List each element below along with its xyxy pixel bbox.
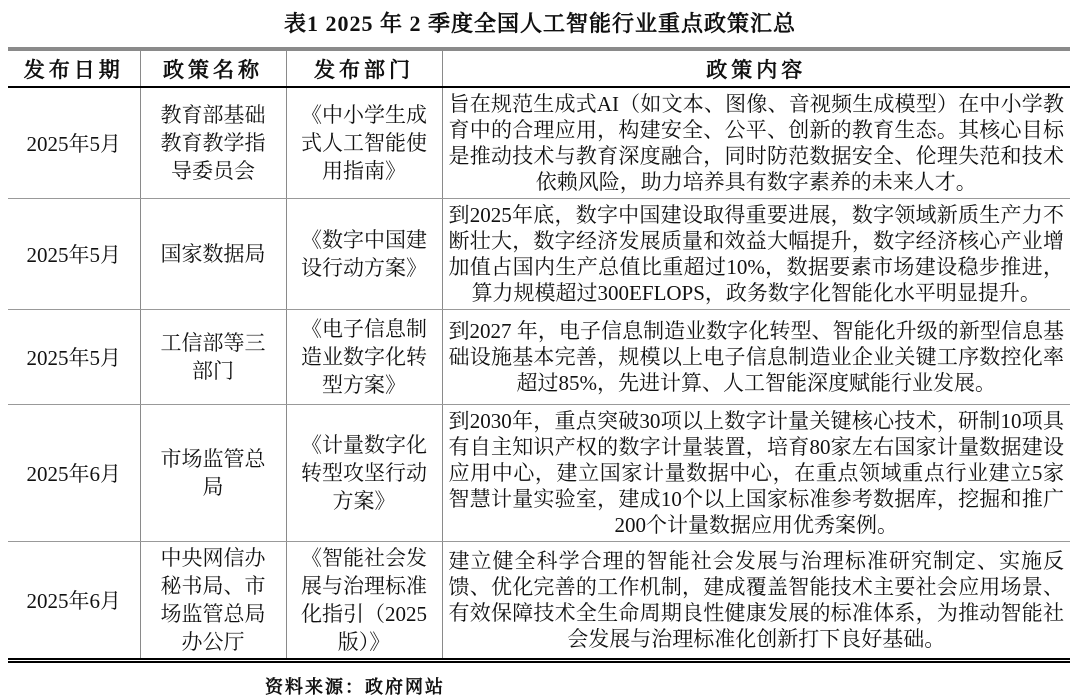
cell-issuing-dept: 《电子信息制造业数字化转型方案》: [286, 310, 442, 405]
cell-issuing-dept: 《数字中国建设行动方案》: [286, 199, 442, 310]
cell-policy-name: 国家数据局: [140, 199, 286, 310]
cell-date: 2025年6月: [8, 405, 140, 542]
table-row: [8, 542, 1070, 661]
table-row: [8, 87, 1070, 199]
table-header-row: [8, 49, 1070, 87]
cell-policy-content: 到2025年底，数字中国建设取得重要进展，数字领域新质生产力不断壮大，数字经济发展质量和效益大幅提升，数字经济核心产业增加值占国内生产总值比重超过10%，数据要素市场建设稳步推进，算力规模超过300EFLOPS，政务数字化智能化水平明显提升。: [442, 199, 1070, 310]
cell-policy-content: 建立健全科学合理的智能社会发展与治理标准研究制定、实施反馈、优化完善的工作机制，建成覆盖智能技术主要社会应用场景、有效保障技术全生命周期良性健康发展的标准体系，为推动智能社会发展与治理标准化创新打下良好基础。: [448, 549, 1064, 651]
cell-policy-name: 市场监管总局: [140, 405, 286, 542]
cell-date: 2025年6月: [8, 542, 140, 661]
cell-policy-content: 到2030年，重点突破30项以上数字计量关键核心技术，研制10项具有自主知识产权的数字计量装置，培育80家左右国家计量数据建设应用中心，建立国家计量数据中心，在重点领域重点行业建立5家智慧计量实验室，建成10个以上国家标准参考数据库，挖掘和推广200个计量数据应用优秀案例。: [442, 405, 1070, 542]
header-cell-issuing-dept: 发布部门: [286, 49, 442, 87]
page-title: 表1 2025 年 2 季度全国人工智能行业重点政策汇总: [283, 11, 796, 36]
cell-date: 2025年5月: [8, 87, 140, 199]
source-note: 资料来源：政府网站: [265, 677, 445, 697]
cell-issuing-dept: 《智能社会发展与治理标准化指引（2025版）》: [286, 542, 442, 661]
cell-policy-name: 中央网信办秘书局、市场监管总局办公厅: [140, 542, 286, 661]
cell-policy-content: 旨在规范生成式AI（如文本、图像、音视频生成模型）在中小学教育中的合理应用，构建安全、公平、创新的教育生态。其核心目标是推动技术与教育深度融合，同时防范数据安全、伦理失范和技术依赖风险，助力培养具有数字素养的未来人才。: [442, 87, 1070, 199]
table-row: [8, 310, 1070, 405]
cell-date: 2025年5月: [8, 310, 140, 405]
cell-policy-name: 教育部基础教育教学指导委员会: [140, 87, 286, 199]
table-row: [8, 405, 1070, 542]
cell-policy-content: 到2027 年，电子信息制造业数字化转型、智能化升级的新型信息基础设施基本完善，规模以上电子信息制造业企业关键工序数控化率超过85%，先进计算、人工智能深度赋能行业发展。: [442, 310, 1070, 405]
cell-issuing-dept: 《计量数字化转型攻坚行动方案》: [286, 405, 442, 542]
cell-policy-name: 工信部等三部门: [140, 310, 286, 405]
header-cell-policy-content: 政策内容: [442, 49, 1070, 87]
cell-issuing-dept: 《中小学生成式人工智能使用指南》: [286, 87, 442, 199]
table-row: [8, 199, 1070, 310]
policy-table-grid: [8, 47, 1070, 663]
header-cell-policy-name: 政策名称: [140, 49, 286, 87]
header-cell-date: 发布日期: [8, 49, 140, 87]
cell-date: 2025年5月: [8, 199, 140, 310]
policy-table: [8, 47, 1070, 663]
